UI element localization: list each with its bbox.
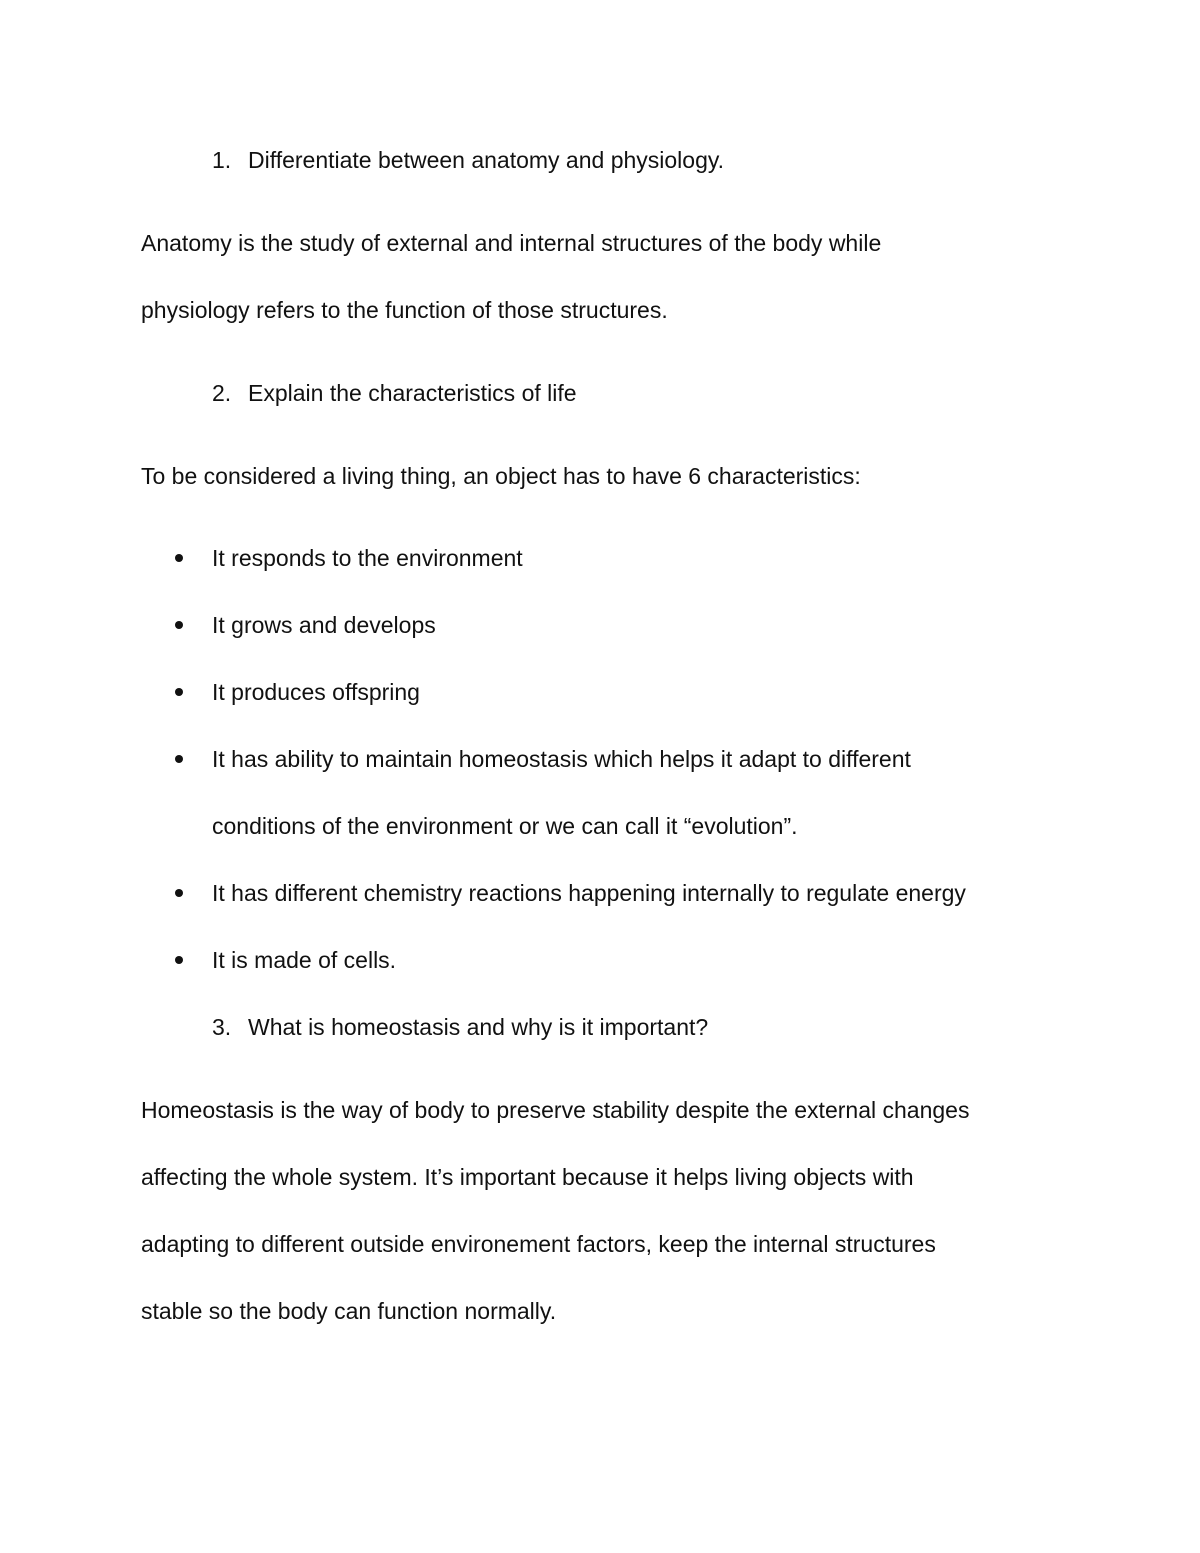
- question-3-text: What is homeostasis and why is it important?: [248, 1014, 709, 1040]
- answer-3-line-3: adapting to different outside environement factors, keep the internal structures: [141, 1231, 936, 1257]
- bullet-item-3: It produces offspring: [212, 679, 420, 705]
- bullet-item-4-continuation: conditions of the environment or we can call it “evolution”.: [212, 813, 798, 839]
- bullet-item-5: It has different chemistry reactions happening internally to regulate energy: [212, 880, 966, 906]
- answer-1-line-1: Anatomy is the study of external and internal structures of the body while: [141, 230, 882, 256]
- bullet-item-6: It is made of cells.: [212, 947, 397, 973]
- answer-2-intro: To be considered a living thing, an object has to have 6 characteristics:: [141, 463, 861, 489]
- question-1-number: 1.: [212, 147, 232, 173]
- question-2-number: 2.: [212, 380, 232, 406]
- bullet-dot-4: [175, 755, 183, 763]
- answer-3-line-1: Homeostasis is the way of body to preserve stability despite the external changes: [141, 1097, 970, 1123]
- bullet-item-1: It responds to the environment: [212, 545, 523, 571]
- bullet-item-2: It grows and develops: [212, 612, 436, 638]
- bullet-item-4: It has ability to maintain homeostasis which helps it adapt to different: [212, 746, 911, 772]
- question-3-number: 3.: [212, 1014, 232, 1040]
- bullet-dot-1: [175, 554, 183, 562]
- bullet-dot-6: [175, 956, 183, 964]
- question-1-text: Differentiate between anatomy and physiology.: [248, 147, 725, 173]
- bullet-dot-5: [175, 889, 183, 897]
- answer-3-line-2: affecting the whole system. It’s important because it helps living objects with: [141, 1164, 914, 1190]
- bullet-dot-2: [175, 621, 183, 629]
- answer-3-line-4: stable so the body can function normally.: [141, 1298, 557, 1324]
- question-2-text: Explain the characteristics of life: [248, 380, 577, 406]
- bullet-dot-3: [175, 688, 183, 696]
- answer-1-line-2: physiology refers to the function of those structures.: [141, 297, 668, 323]
